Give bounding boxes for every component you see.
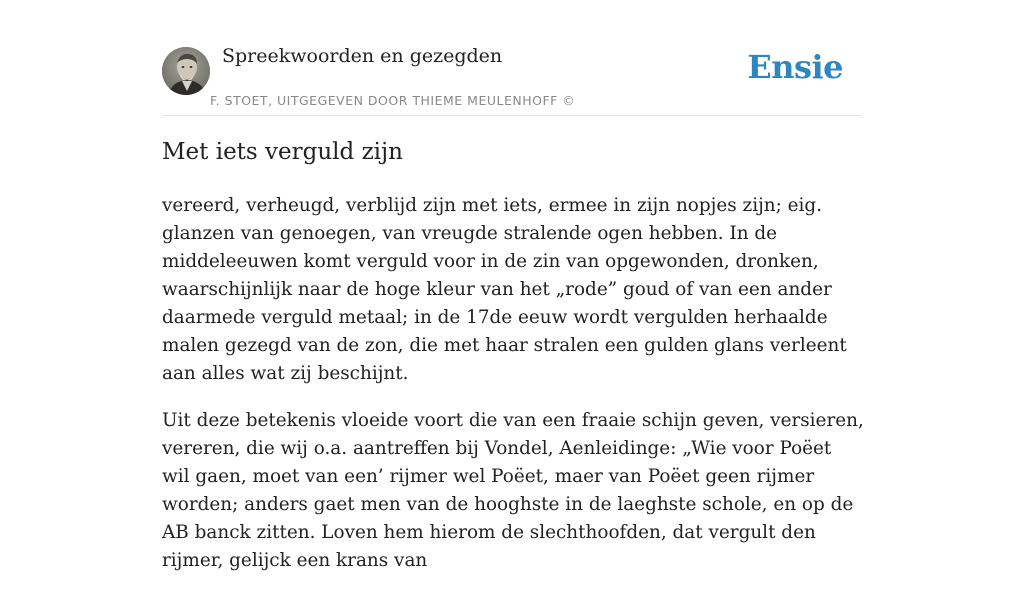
source-title[interactable]: Spreekwoorden en gezegden [222,45,503,67]
source-header [162,0,862,116]
entry-paragraph: vereerd, verheugd, verblijd zijn met iets, ermee in zijn nopjes zijn; eig. glanzen van genoegen, van vreugde stralende ogen hebben. In de middeleeuwen komt verguld voor in de zin van opgewonden, dronken, waarschijnlijk naar de hoge kleur van het „rode” goud of van een ander daarmede verguld metaal; in de 17de eeuw wordt vergulden herhaalde malen gezegd van de zon, die met haar stralen een gulden glans verleent aan alles wat zij beschijnt. [162,195,847,384]
author-avatar[interactable] [162,47,210,95]
author-portrait-icon [162,47,210,95]
brand-logo[interactable]: Ensie [747,48,843,86]
source-publisher: F. STOET, UITGEGEVEN DOOR THIEME MEULENHOFF © [210,93,576,108]
entry-paragraph: Uit deze betekenis vloeide voort die van een fraaie schijn geven, versieren, vereren, die wij o.a. aantreffen bij Vondel, Aenleidinge: „Wie voor Poëet wil gaen, moet van een’ rijmer wel Poëet, maer van Poëet geen rijmer worden; anders gaet men van de hooghste in de laeghste schole, en op de AB banck zitten. Loven hem hierom de slechthoofden, dat vergult den rijmer, gelijck een krans van [162,410,864,571]
entry-body [162,192,864,594]
entry-title: Met iets verguld zijn [162,139,403,165]
page [162,0,864,571]
